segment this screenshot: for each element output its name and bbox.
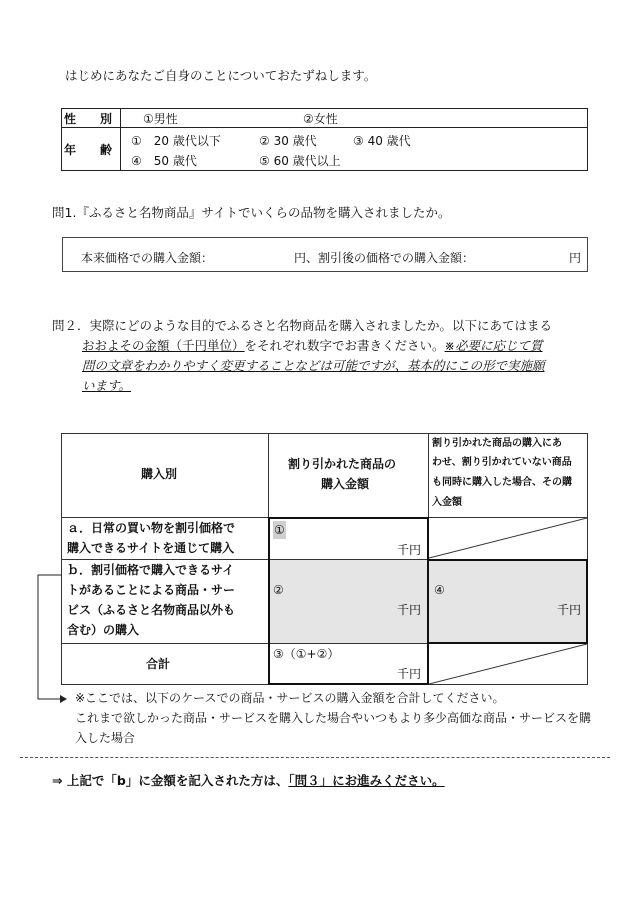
row-a-label-l2: 購入できるサイトを通じて購入 [67,541,235,555]
bracket-line [38,575,62,699]
q2-note-start: ※必要に応じて質 [444,338,543,353]
row-b-mark-2: ② [273,583,284,597]
header-combined-l4: 入金額 [432,497,462,508]
row-a-discounted-input[interactable] [271,519,426,557]
age-option-2[interactable]: ② 30 歳代 [259,134,317,148]
row-b-bracket-arrow [30,570,70,710]
header-discounted-l1: 割り引かれた商品の [288,457,397,471]
q2-amount-phrase: おおよその金額 [82,338,170,353]
total-unit: 千円 [397,667,422,681]
note-line2: これまで欲しかった商品・サービスを購入した場合やいつもより多少高価な商品・サービスを購 [75,711,592,725]
q2-line4: います。 [82,378,132,393]
q2-instruction: をそれぞれ数字でお書きください。 [244,338,445,353]
age-option-5[interactable]: ⑤ 60 歳代以上 [259,154,341,168]
row-b-label-l2: トがあることによる商品・サー [67,583,236,597]
row-a-mark: ① [274,523,285,537]
row-b-label-l1: ｂ．割引価格で購入できるサイ [67,563,235,577]
age-options [121,128,588,171]
note-line1: ※ここでは、以下のケースでの商品・サービスの購入金額を合計してください。 [75,691,505,705]
note-block [75,688,615,748]
row-b-combined-input[interactable] [431,561,585,641]
age-option-4[interactable]: ④ 50 歳代 [131,154,197,168]
final-text-d: 「問３」 [288,773,333,788]
row-b-discounted-input[interactable] [271,561,426,641]
slash-line-total [429,644,587,684]
final-arrow-icon: ⇒ [52,773,63,788]
bracket-arrowhead [60,695,67,703]
age-option-3[interactable]: ③ 40 歳代 [353,134,411,148]
final-text-c: に金額を記入された方は、 [138,773,289,788]
row-b-label-l4: 含む）の購入 [67,623,140,637]
final-text-b: 「b」 [104,773,139,788]
q1-answer-box [62,237,588,272]
note-line3: 入した場合 [75,731,136,745]
row-b-unit-discounted: 千円 [397,603,422,617]
gender-label: 性 別 [62,109,121,128]
gender-option-male[interactable]: ①男性 [143,112,178,126]
q2-line2 [52,336,597,356]
row-a-unit: 千円 [397,543,422,557]
age-label: 年 齢 [62,128,121,171]
age-option-1[interactable]: ① 20 歳代以下 [131,134,221,148]
cell-total-combined-slash [429,644,587,684]
gender-options [121,109,588,128]
header-combined-l3: も同時に購入した場合、その購 [432,477,572,488]
q1-regular-label: 本来価格での購入金額： [81,251,214,265]
q2-line1: 問２．実際にどのような目的でふるさと名物商品を購入されましたか。以下にあてはまる [52,318,553,333]
purchase-table [61,433,588,685]
header-combined-l2: わせ、割り引かれていない商品 [432,457,572,468]
header-discounted-l2: 購入金額 [321,477,370,491]
cell-a-combined-slash [429,518,587,559]
q2-line4-wrap [52,376,597,396]
header-combined-l1: 割り引かれた商品の購入にあ [432,438,562,449]
final-text-a: 上記で [66,773,105,788]
total-mark: ③（①+②） [273,647,340,661]
final-instruction [52,771,445,789]
header-category: 購入別 [141,467,178,481]
row-b-unit-combined: 千円 [557,603,582,617]
question-1: 問1.『ふるさと名物商品』サイトでいくらの品物を購入されましたか。 [52,205,451,220]
slash-line-a [429,518,587,558]
dashed-divider [20,757,610,758]
row-b-label-l3: ビス（ふるさと名物商品以外も [67,603,236,617]
total-label: 合計 [146,657,171,671]
profile-table [61,108,588,171]
gender-option-female[interactable]: ②女性 [303,112,338,126]
row-b-mark-4: ④ [434,583,445,597]
row-a-label-l1: ａ．日常の買い物を割引価格で [67,521,236,535]
q2-line3: 問の文章をわかりやすく変更することなどは可能ですが、基本的にこの形で実施願 [82,358,545,373]
question-2 [52,316,597,396]
final-text-e: にお進みください。 [332,773,445,788]
q1-yen-unit: 円 [569,251,582,265]
q2-unit-phrase: （千円単位） [169,338,245,353]
intro-text: はじめにあなたご自身のことについておたずねします。 [65,68,377,83]
q1-discount-label: 円、割引後の価格での購入金額： [294,251,475,265]
